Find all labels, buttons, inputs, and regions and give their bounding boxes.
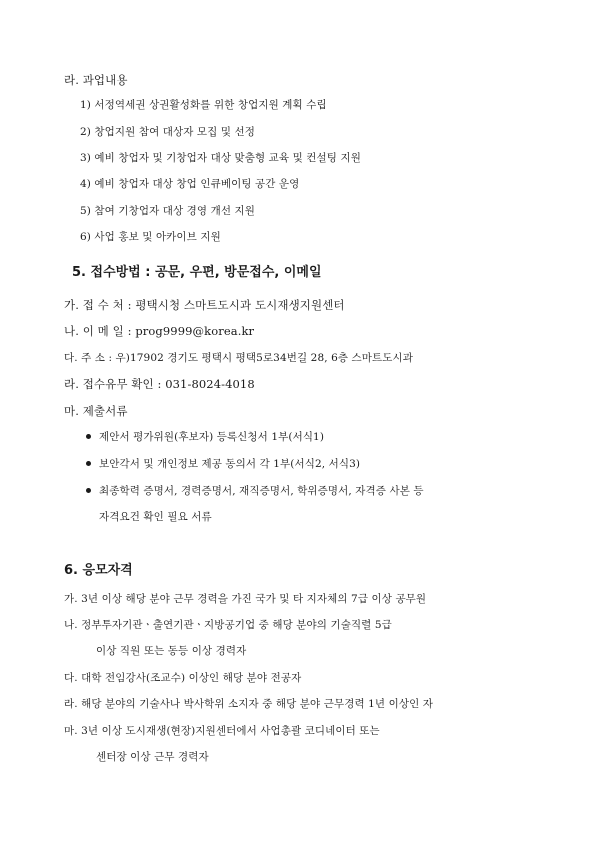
section-5-heading: 5. 접수방법 : 공문, 우편, 방문접수, 이메일 bbox=[72, 265, 322, 280]
document-item-3-continued: 자격요건 확인 필요 서류 bbox=[99, 511, 212, 523]
qualification-5-continued: 센터장 이상 근무 경력자 bbox=[96, 751, 209, 763]
submission-phone: 라. 접수유무 확인 : 031-8024-4018 bbox=[64, 377, 255, 391]
task-item-4: 4) 예비 창업자 대상 창업 인큐베이팅 공간 운영 bbox=[80, 178, 300, 190]
task-item-6: 6) 사업 홍보 및 아카이브 지원 bbox=[80, 231, 221, 243]
submission-address: 다. 주 소 : 우)17902 경기도 평택시 평택5로34번길 28, 6층 스마트도시과 bbox=[64, 352, 414, 364]
task-item-1: 1) 서정역세권 상권활성화를 위한 창업지원 계획 수립 bbox=[80, 99, 327, 111]
submission-email: 나. 이 메 일 : prog9999@korea.kr bbox=[64, 324, 255, 338]
task-item-3: 3) 예비 창업자 및 기창업자 대상 맞춤형 교육 및 컨설팅 지원 bbox=[80, 152, 361, 164]
task-item-5: 5) 참여 기창업자 대상 경영 개선 지원 bbox=[80, 205, 256, 217]
bullet-icon bbox=[86, 461, 91, 466]
section-6-heading: 6. 응모자격 bbox=[64, 563, 133, 578]
document-item-3-text: 최종학력 증명서, 경력증명서, 재직증명서, 학위증명서, 자격증 사본 등 bbox=[99, 485, 424, 497]
document-item-1 bbox=[86, 429, 324, 445]
document-item-2-text: 보안각서 및 개인정보 제공 동의서 각 1부(서식2, 서식3) bbox=[99, 458, 361, 470]
document-item-2 bbox=[86, 456, 360, 472]
document-item-3 bbox=[86, 483, 424, 499]
document-item-1-text: 제안서 평가위원(후보자) 등록신청서 1부(서식1) bbox=[99, 431, 325, 443]
qualification-2: 나. 정부투자기관ㆍ출연기관ㆍ지방공기업 중 해당 분야의 기술직렬 5급 bbox=[64, 619, 392, 631]
documents-label: 마. 제출서류 bbox=[64, 404, 128, 418]
qualification-4: 라. 해당 분야의 기술사나 박사학위 소지자 중 해당 분야 근무경력 1년 이상인 자 bbox=[64, 698, 434, 710]
qualification-5: 마. 3년 이상 도시재생(현장)지원센터에서 사업총괄 코디네이터 또는 bbox=[64, 725, 380, 737]
bullet-icon bbox=[86, 434, 91, 439]
qualification-2-continued: 이상 직원 또는 동등 이상 경력자 bbox=[96, 645, 247, 657]
task-item-2: 2) 창업지원 참여 대상자 모집 및 선정 bbox=[80, 126, 256, 138]
submission-recipient: 가. 접 수 처 : 평택시청 스마트도시과 도시재생지원센터 bbox=[64, 298, 345, 312]
bullet-icon bbox=[86, 488, 91, 493]
task-content-label: 라. 과업내용 bbox=[64, 73, 128, 87]
qualification-1: 가. 3년 이상 해당 분야 근무 경력을 가진 국가 및 타 지자체의 7급 이상 공무원 bbox=[64, 593, 427, 605]
qualification-3: 다. 대학 전임강사(조교수) 이상인 해당 분야 전공자 bbox=[64, 672, 302, 684]
